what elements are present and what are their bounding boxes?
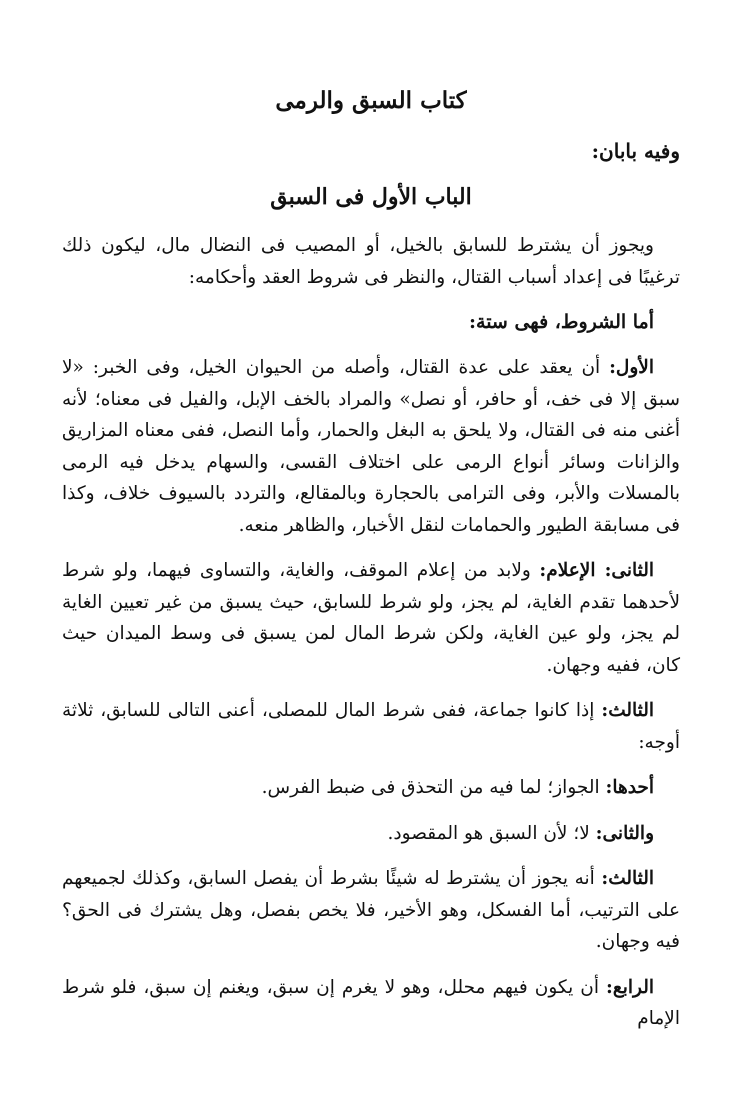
paragraph-third-text: إذا كانوا جماعة، ففى شرط المال للمصلى، أعنى التالى للسابق، ثلاثة أوجه: bbox=[62, 700, 680, 753]
option-one-text: الجواز؛ لما فيه من التحذق فى ضبط الفرس. bbox=[261, 777, 606, 798]
paragraph-first-text: أن يعقد على عدة القتال، وأصله من الحيوان الخيل، وفى الخبر: «لا سبق إلا فى خف، أو حافر، أو نصل» والمراد بالخف الإبل، والفيل فى معناه؛ لأنه أغنى منه فى القتال، ولا يلحق به البغل والحمار، وأما النصل، ففى معناه المزاريق والزانات وسائر أنواع الرمى على اختلاف القسى، والسهام يدخل فيه الرمى بالمسلات والأبر، وفى الترامى بالحجارة وبالمقالع، والتردد بالسيوف خلاف، وكذا فى مسابقة الطيور والحمامات لنقل الأخبار، والظاهر منعه. bbox=[62, 357, 680, 536]
option-two-text: لا؛ لأن السبق هو المقصود. bbox=[387, 822, 596, 844]
paragraph-second-text: ولابد من إعلام الموقف، والغاية، والتساوى فيهما، ولو شرط لأحدهما تقدم الغاية، لم يجز، ولو شرط للسابق، حيث يسبق من غير تعيين الغاية لم يجز، ولو عين الغاية، ولكن شرط المال لمن يسبق فى وسط الميدان حيث كان، ففيه وجهان. bbox=[62, 560, 680, 676]
option-one-lead: أحدها: bbox=[605, 777, 654, 798]
paragraph-fourth bbox=[62, 972, 680, 1035]
paragraph-first bbox=[62, 352, 680, 541]
option-three bbox=[62, 863, 680, 958]
paragraph-third bbox=[62, 695, 680, 758]
intro-line: وفيه بابان: bbox=[591, 139, 680, 163]
book-title: كتاب السبق والرمى bbox=[275, 87, 467, 114]
paragraph-fourth-lead: الرابع: bbox=[606, 976, 654, 998]
paragraph-third-lead: الثالث: bbox=[601, 700, 654, 721]
paragraph-first-lead: الأول: bbox=[609, 357, 654, 378]
intro-paragraph: ويجوز أن يشترط للسابق بالخيل، أو المصيب فى النضال مال، ليكون ذلك ترغيبًا فى إعداد أسباب القتال، والنظر فى شروط العقد وأحكامه: bbox=[62, 235, 680, 288]
chapter-title: الباب الأول فى السبق bbox=[270, 184, 472, 210]
option-one bbox=[62, 772, 680, 804]
paragraph-second bbox=[62, 555, 680, 681]
option-two-lead: والثانى: bbox=[595, 822, 654, 844]
conditions-heading: أما الشروط، فهى ستة: bbox=[469, 311, 654, 333]
option-two bbox=[62, 818, 680, 850]
paragraph-second-lead: الثانى: الإعلام: bbox=[539, 560, 654, 581]
option-three-lead: الثالث: bbox=[601, 868, 654, 889]
document-page bbox=[62, 80, 680, 1049]
paragraph-fourth-text: أن يكون فيهم محلل، وهو لا يغرم إن سبق، ويغنم إن سبق، فلو شرط الإمام bbox=[62, 976, 680, 1029]
option-three-text: أنه يجوز أن يشترط له شيئًا بشرط أن يفصل السابق، وكذلك لجميعهم على الترتيب، أما الفسكل، وهو الأخير، فلا يخص بفصل، وهل يشترك فى الحق؟ فيه وجهان. bbox=[62, 868, 680, 952]
